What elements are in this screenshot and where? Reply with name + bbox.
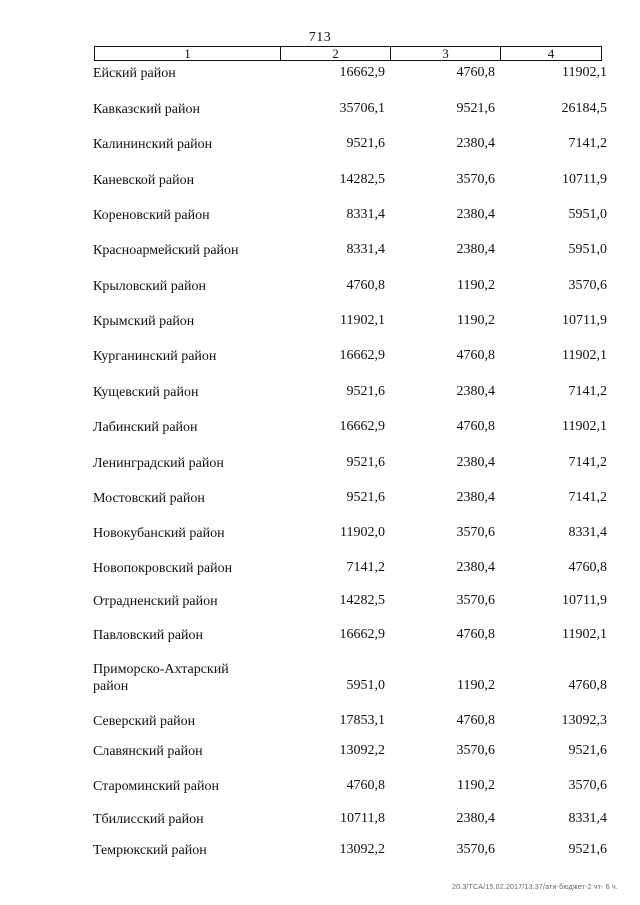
district-name: Красноармейский район [93,243,239,258]
footer-note: 20.3/TCA/15.02.2017/13:37/ати-бюджет-2 чт- 6 ч. [451,884,618,891]
value-col-2: 13092,2 [339,842,385,857]
district-name: Темрюкский район [93,843,207,858]
table-row [0,278,640,298]
value-col-4: 10711,9 [562,172,607,187]
table-row [0,172,640,192]
district-name: Мостовский район [93,491,205,506]
value-col-4: 5951,0 [568,207,607,222]
header-cell: 3 [391,47,501,60]
value-col-3: 2380,4 [456,242,495,257]
value-col-3: 3570,6 [456,842,495,857]
value-col-2: 8331,4 [346,207,385,222]
value-col-4: 10711,9 [562,313,607,328]
value-col-3: 2380,4 [456,811,495,826]
district-name: Отрадненский район [93,594,218,609]
value-col-2: 11902,1 [340,313,385,328]
value-col-2: 7141,2 [346,560,385,575]
value-col-2: 4760,8 [346,278,385,293]
value-col-4: 26184,5 [561,101,607,116]
value-col-4: 3570,6 [568,778,607,793]
value-col-4: 11902,1 [562,65,607,80]
value-col-3: 4760,8 [456,348,495,363]
table-row [0,842,640,862]
table-row [0,242,640,262]
value-col-3: 2380,4 [456,136,495,151]
district-name: Славянский район [93,744,203,759]
value-col-4: 10711,9 [562,593,607,608]
value-col-2: 14282,5 [339,593,385,608]
district-name: Новопокровский район [93,561,233,576]
table-row [0,627,640,647]
header-cell: 1 [95,47,281,60]
district-name: Каневской район [93,173,195,188]
table-row [0,525,640,545]
value-col-4: 7141,2 [568,455,607,470]
table-row [0,811,640,831]
value-col-3: 2380,4 [456,455,495,470]
district-name: Тбилисский район [93,812,204,827]
value-col-2: 16662,9 [339,419,385,434]
table-row [0,490,640,510]
value-col-3: 3570,6 [456,172,495,187]
value-col-3: 2380,4 [456,560,495,575]
value-col-4: 7141,2 [568,384,607,399]
table-row [0,661,640,694]
table-row [0,313,640,333]
district-name: Павловский район [93,628,203,643]
value-col-3: 2380,4 [456,490,495,505]
value-col-4: 7141,2 [568,136,607,151]
value-col-4: 11902,1 [562,348,607,363]
value-col-2: 16662,9 [339,348,385,363]
table-row [0,65,640,85]
value-col-4: 9521,6 [568,842,607,857]
value-col-2: 10711,8 [340,811,385,826]
value-col-3: 2380,4 [456,384,495,399]
value-col-2: 8331,4 [346,242,385,257]
value-col-4: 11902,1 [562,419,607,434]
value-col-2: 9521,6 [346,490,385,505]
value-col-3: 9521,6 [456,101,495,116]
table-header [94,46,602,61]
table-row [0,593,640,613]
value-col-4: 4760,8 [568,560,607,575]
value-col-3: 3570,6 [456,743,495,758]
value-col-3: 3570,6 [456,593,495,608]
value-col-4: 5951,0 [568,242,607,257]
district-name: Крыловский район [93,279,206,294]
district-name: Лабинский район [93,420,198,435]
district-name: Северский район [93,714,196,729]
district-name: Приморско-Ахтарский район [93,662,229,694]
table-row [0,101,640,121]
value-col-3: 1190,2 [457,278,495,293]
table-row [0,348,640,368]
value-col-4: 9521,6 [568,743,607,758]
district-name: Ейский район [93,66,176,81]
value-col-3: 4760,8 [456,419,495,434]
value-col-4: 7141,2 [568,490,607,505]
value-col-2: 16662,9 [339,65,385,80]
value-col-4: 11902,1 [562,627,607,642]
value-col-3: 3570,6 [456,525,495,540]
value-col-2: 4760,8 [346,778,385,793]
district-name: Кореновский район [93,208,210,223]
table-row [0,136,640,156]
value-col-4: 8331,4 [568,811,607,826]
value-col-2: 17853,1 [339,713,385,728]
header-cell: 2 [281,47,391,60]
value-col-3: 2380,4 [456,207,495,222]
table-row [0,384,640,404]
value-col-2: 9521,6 [346,455,385,470]
table-row [0,455,640,475]
value-col-3: 4760,8 [456,713,495,728]
value-col-2: 11902,0 [340,525,385,540]
district-name: Новокубанский район [93,526,225,541]
value-col-3: 4760,8 [456,627,495,642]
value-col-2: 9521,6 [346,384,385,399]
district-name: Ленинградский район [93,456,224,471]
district-name: Крымский район [93,314,195,329]
header-cell: 4 [547,46,555,61]
value-col-2: 13092,2 [339,743,385,758]
value-col-2: 16662,9 [339,627,385,642]
district-name: Курганинский район [93,349,217,364]
page-number: 713 [308,30,332,45]
district-name: Кущевский район [93,385,199,400]
table-row [0,778,640,798]
table-row [0,419,640,439]
table-row [0,713,640,733]
district-name: Староминский район [93,779,219,794]
table-row [0,560,640,580]
value-col-3: 1190,2 [457,313,495,328]
value-col-3: 1190,2 [457,778,495,793]
value-col-4: 8331,4 [568,525,607,540]
value-col-3: 1190,2 [457,678,495,693]
value-col-2: 35706,1 [339,101,385,116]
value-col-2: 5951,0 [346,678,385,693]
district-name: Кавказский район [93,102,201,117]
value-col-4: 13092,3 [561,713,607,728]
value-col-3: 4760,8 [456,65,495,80]
table-row [0,743,640,763]
table-row [0,207,640,227]
value-col-4: 4760,8 [568,678,607,693]
district-name: Калининский район [93,137,213,152]
value-col-4: 3570,6 [568,278,607,293]
value-col-2: 9521,6 [346,136,385,151]
value-col-2: 14282,5 [339,172,385,187]
